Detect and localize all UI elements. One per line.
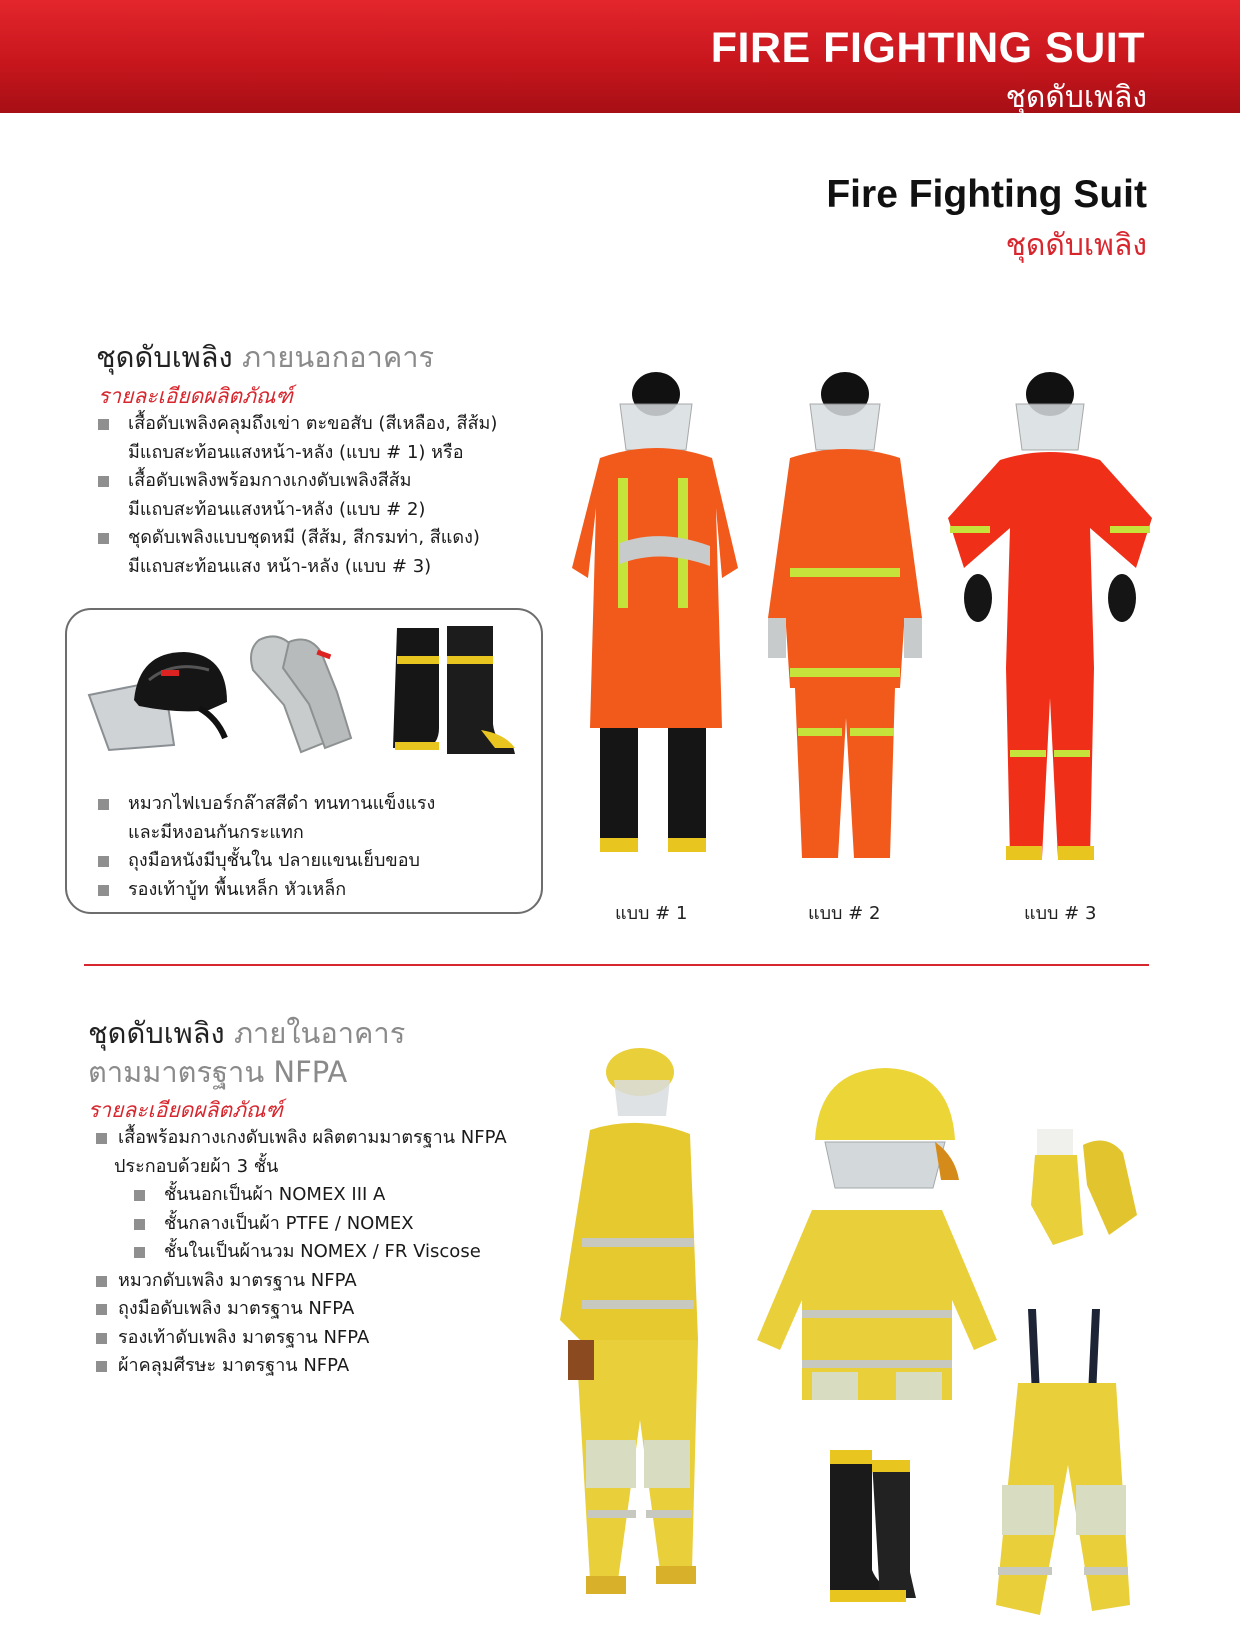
list-item: เสื้อดับเพลิงคลุมถึงเข่า ตะขอสับ (สีเหลือง, สีส้ม) มีแถบสะท้อนแสงหน้า-หลัง (แบบ # 1) หรือ: [98, 410, 497, 467]
leather-gloves-image: [239, 630, 359, 755]
list-item: ผ้าคลุมศีรษะ มาตรฐาน NFPA: [96, 1352, 507, 1381]
bullet-square-icon: [134, 1190, 145, 1201]
list-item: รองเท้าดับเพลิง มาตรฐาน NFPA: [96, 1324, 507, 1353]
bullet-square-icon: [134, 1247, 145, 1258]
banner-title: FIRE FIGHTING SUIT: [710, 24, 1145, 72]
indoor-title-main: ชุดดับเพลิง: [88, 1016, 225, 1050]
list-item: ถุงมือดับเพลิง มาตรฐาน NFPA: [96, 1295, 507, 1324]
list-item: หมวกไฟเบอร์กล๊าสสีดำ ทนทานแข็งแรง และมีหงอนกันกระแทก: [98, 790, 435, 847]
page-subtitle: ชุดดับเพลิง: [1005, 228, 1147, 263]
caption-type-2: แบบ # 2: [808, 903, 881, 924]
bullet-square-icon: [96, 1333, 107, 1344]
nfpa-gloves-image: [1025, 1125, 1145, 1250]
black-helmet-image: [79, 640, 229, 755]
nfpa-firefighter-image: [520, 1040, 750, 1620]
caption-type-3: แบบ # 3: [1024, 903, 1097, 924]
list-item: เสื้อดับเพลิงพร้อมกางเกงดับเพลิงสีส้ม มีแถบสะท้อนแสงหน้า-หลัง (แบบ # 2): [98, 467, 497, 524]
list-item: ชั้นกลางเป็นผ้า PTFE / NOMEX: [96, 1210, 507, 1239]
indoor-bullet-list: [96, 1124, 507, 1381]
list-item: ชั้นในเป็นผ้านวม NOMEX / FR Viscose: [96, 1238, 507, 1267]
nfpa-trousers-image: [980, 1305, 1140, 1625]
section-divider: [84, 964, 1149, 966]
outdoor-title-rest: ภายนอกอาคาร: [241, 340, 435, 374]
nfpa-boots-image: [820, 1440, 920, 1605]
bullet-square-icon: [98, 419, 109, 430]
indoor-title-rest: ภายในอาคาร: [233, 1016, 406, 1050]
outdoor-bullet-list: [98, 410, 497, 581]
indoor-title-line2: ตามมาตรฐาน NFPA: [88, 1055, 348, 1089]
bullet-square-icon: [98, 799, 109, 810]
caption-type-1: แบบ # 1: [615, 903, 688, 924]
bullet-square-icon: [98, 533, 109, 544]
outdoor-title-main: ชุดดับเพลิง: [96, 340, 233, 374]
bullet-square-icon: [98, 856, 109, 867]
bullet-square-icon: [96, 1276, 107, 1287]
list-item: ถุงมือหนังมีบุชั้นใน ปลายแขนเย็บขอบ: [98, 847, 435, 876]
outdoor-detail-label: รายละเอียดผลิตภัณฑ์: [98, 384, 293, 408]
bullet-square-icon: [134, 1219, 145, 1230]
list-item: ชั้นนอกเป็นผ้า NOMEX III A: [96, 1181, 507, 1210]
bullet-square-icon: [98, 885, 109, 896]
suit-type-1-image: [560, 368, 750, 878]
nfpa-jacket-image: [752, 1200, 1002, 1410]
nfpa-helmet-image: [805, 1060, 965, 1190]
bullet-square-icon: [96, 1361, 107, 1372]
bullet-square-icon: [98, 476, 109, 487]
bullet-square-icon: [96, 1133, 107, 1144]
header-banner: [0, 0, 1240, 113]
list-item: หมวกดับเพลิง มาตรฐาน NFPA: [96, 1267, 507, 1296]
suit-type-3-image: [940, 368, 1160, 878]
steel-toe-boots-image: [385, 620, 525, 760]
list-item: ชุดดับเพลิงแบบชุดหมี (สีส้ม, สีกรมท่า, สีแดง) มีแถบสะท้อนแสง หน้า-หลัง (แบบ # 3): [98, 524, 497, 581]
accessories-bullet-list: [98, 790, 435, 904]
indoor-detail-label: รายละเอียดผลิตภัณฑ์: [88, 1098, 283, 1122]
outdoor-section-title: [96, 334, 434, 380]
suit-type-2-image: [750, 368, 940, 878]
page-title: Fire Fighting Suit: [826, 173, 1147, 216]
list-item: เสื้อพร้อมกางเกงดับเพลิง ผลิตตามมาตรฐาน NFPA ประกอบด้วยผ้า 3 ชั้น: [96, 1124, 507, 1181]
list-item: รองเท้าบู้ท พื้นเหล็ก หัวเหล็ก: [98, 876, 435, 905]
bullet-square-icon: [96, 1304, 107, 1315]
banner-subtitle: ชุดดับเพลิง: [1005, 80, 1147, 115]
